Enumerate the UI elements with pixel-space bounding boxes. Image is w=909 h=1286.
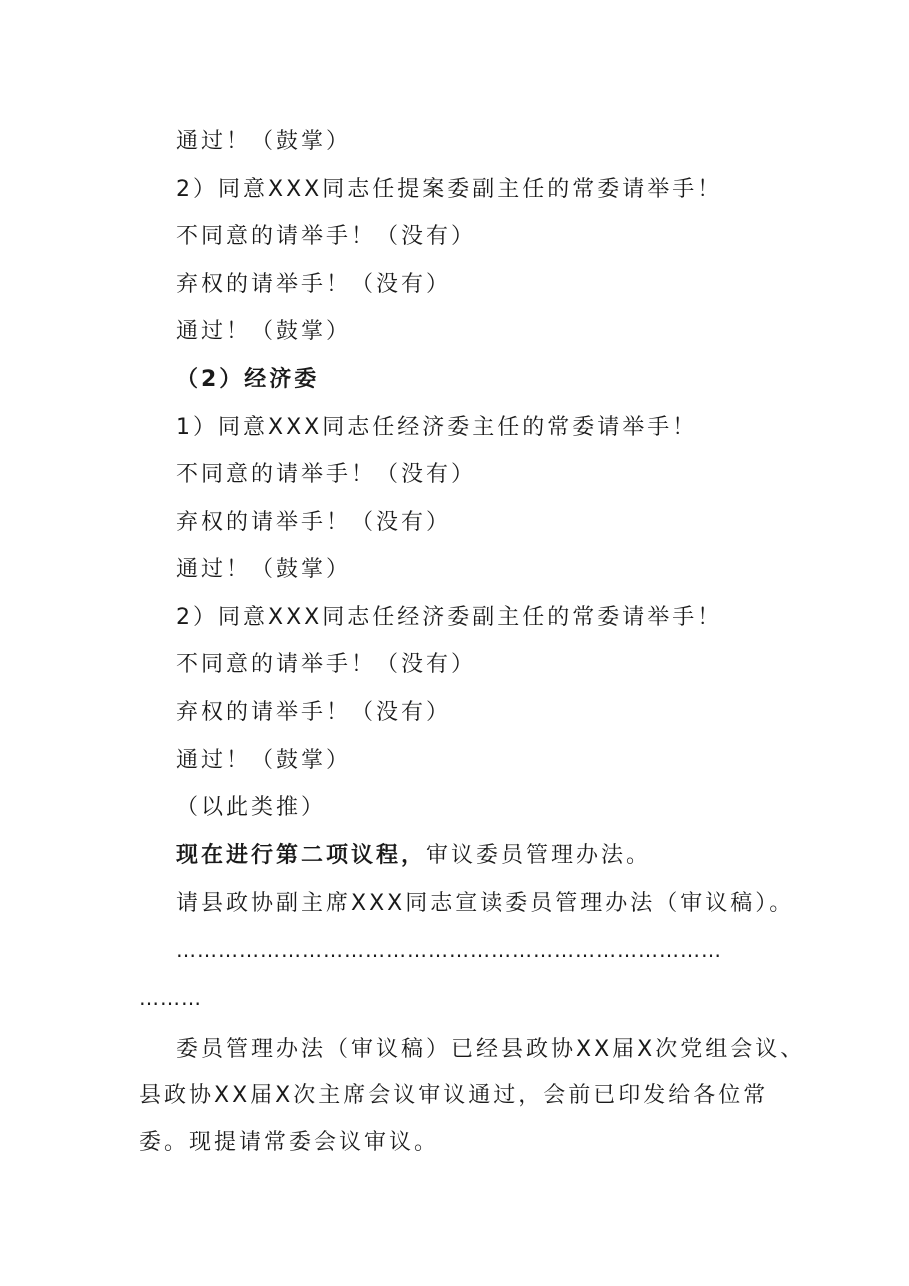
text-line: 不同意的请举手！（没有） [176, 224, 477, 249]
agenda-line [176, 842, 651, 870]
text-line: 通过！（鼓掌） [176, 129, 352, 154]
text-line: 弃权的请举手！（没有） [176, 272, 452, 297]
text-line: 2）同意XXX同志任经济委副主任的常委请举手！ [176, 605, 723, 630]
ellipsis-line: …………………………………………………………………… [176, 938, 722, 962]
text-line: 不同意的请举手！（没有） [176, 462, 477, 487]
agenda-normal-text: 审议委员管理办法。 [426, 843, 652, 868]
text-line: 1）同意XXX同志任经济委主任的常委请举手！ [176, 415, 698, 440]
paragraph-line: 委员管理办法（审议稿）已经县政协XX届X次党组会议、 [176, 1037, 806, 1062]
text-line: 弃权的请举手！（没有） [176, 700, 452, 725]
text-line: 弃权的请举手！（没有） [176, 510, 452, 535]
ellipsis-line-continued: ……… [139, 986, 202, 1010]
text-line: 不同意的请举手！（没有） [176, 652, 477, 677]
reading-line: 请县政协副主席XXX同志宣读委员管理办法（审议稿）。 [176, 891, 795, 916]
agenda-bold-text: 现在进行第二项议程， [176, 843, 427, 868]
paragraph-line: 县政协XX届X次主席会议审议通过，会前已印发给各位常 [139, 1083, 769, 1108]
paragraph-line: 委。现提请常委会议审议。 [139, 1130, 440, 1155]
text-line: （以此类推） [176, 795, 327, 820]
text-line: 通过！（鼓掌） [176, 319, 352, 344]
section-heading: （2）经济委 [176, 367, 320, 392]
text-line: 通过！（鼓掌） [176, 748, 352, 773]
text-line: 通过！（鼓掌） [176, 557, 352, 582]
text-line: 2）同意XXX同志任提案委副主任的常委请举手！ [176, 177, 723, 202]
